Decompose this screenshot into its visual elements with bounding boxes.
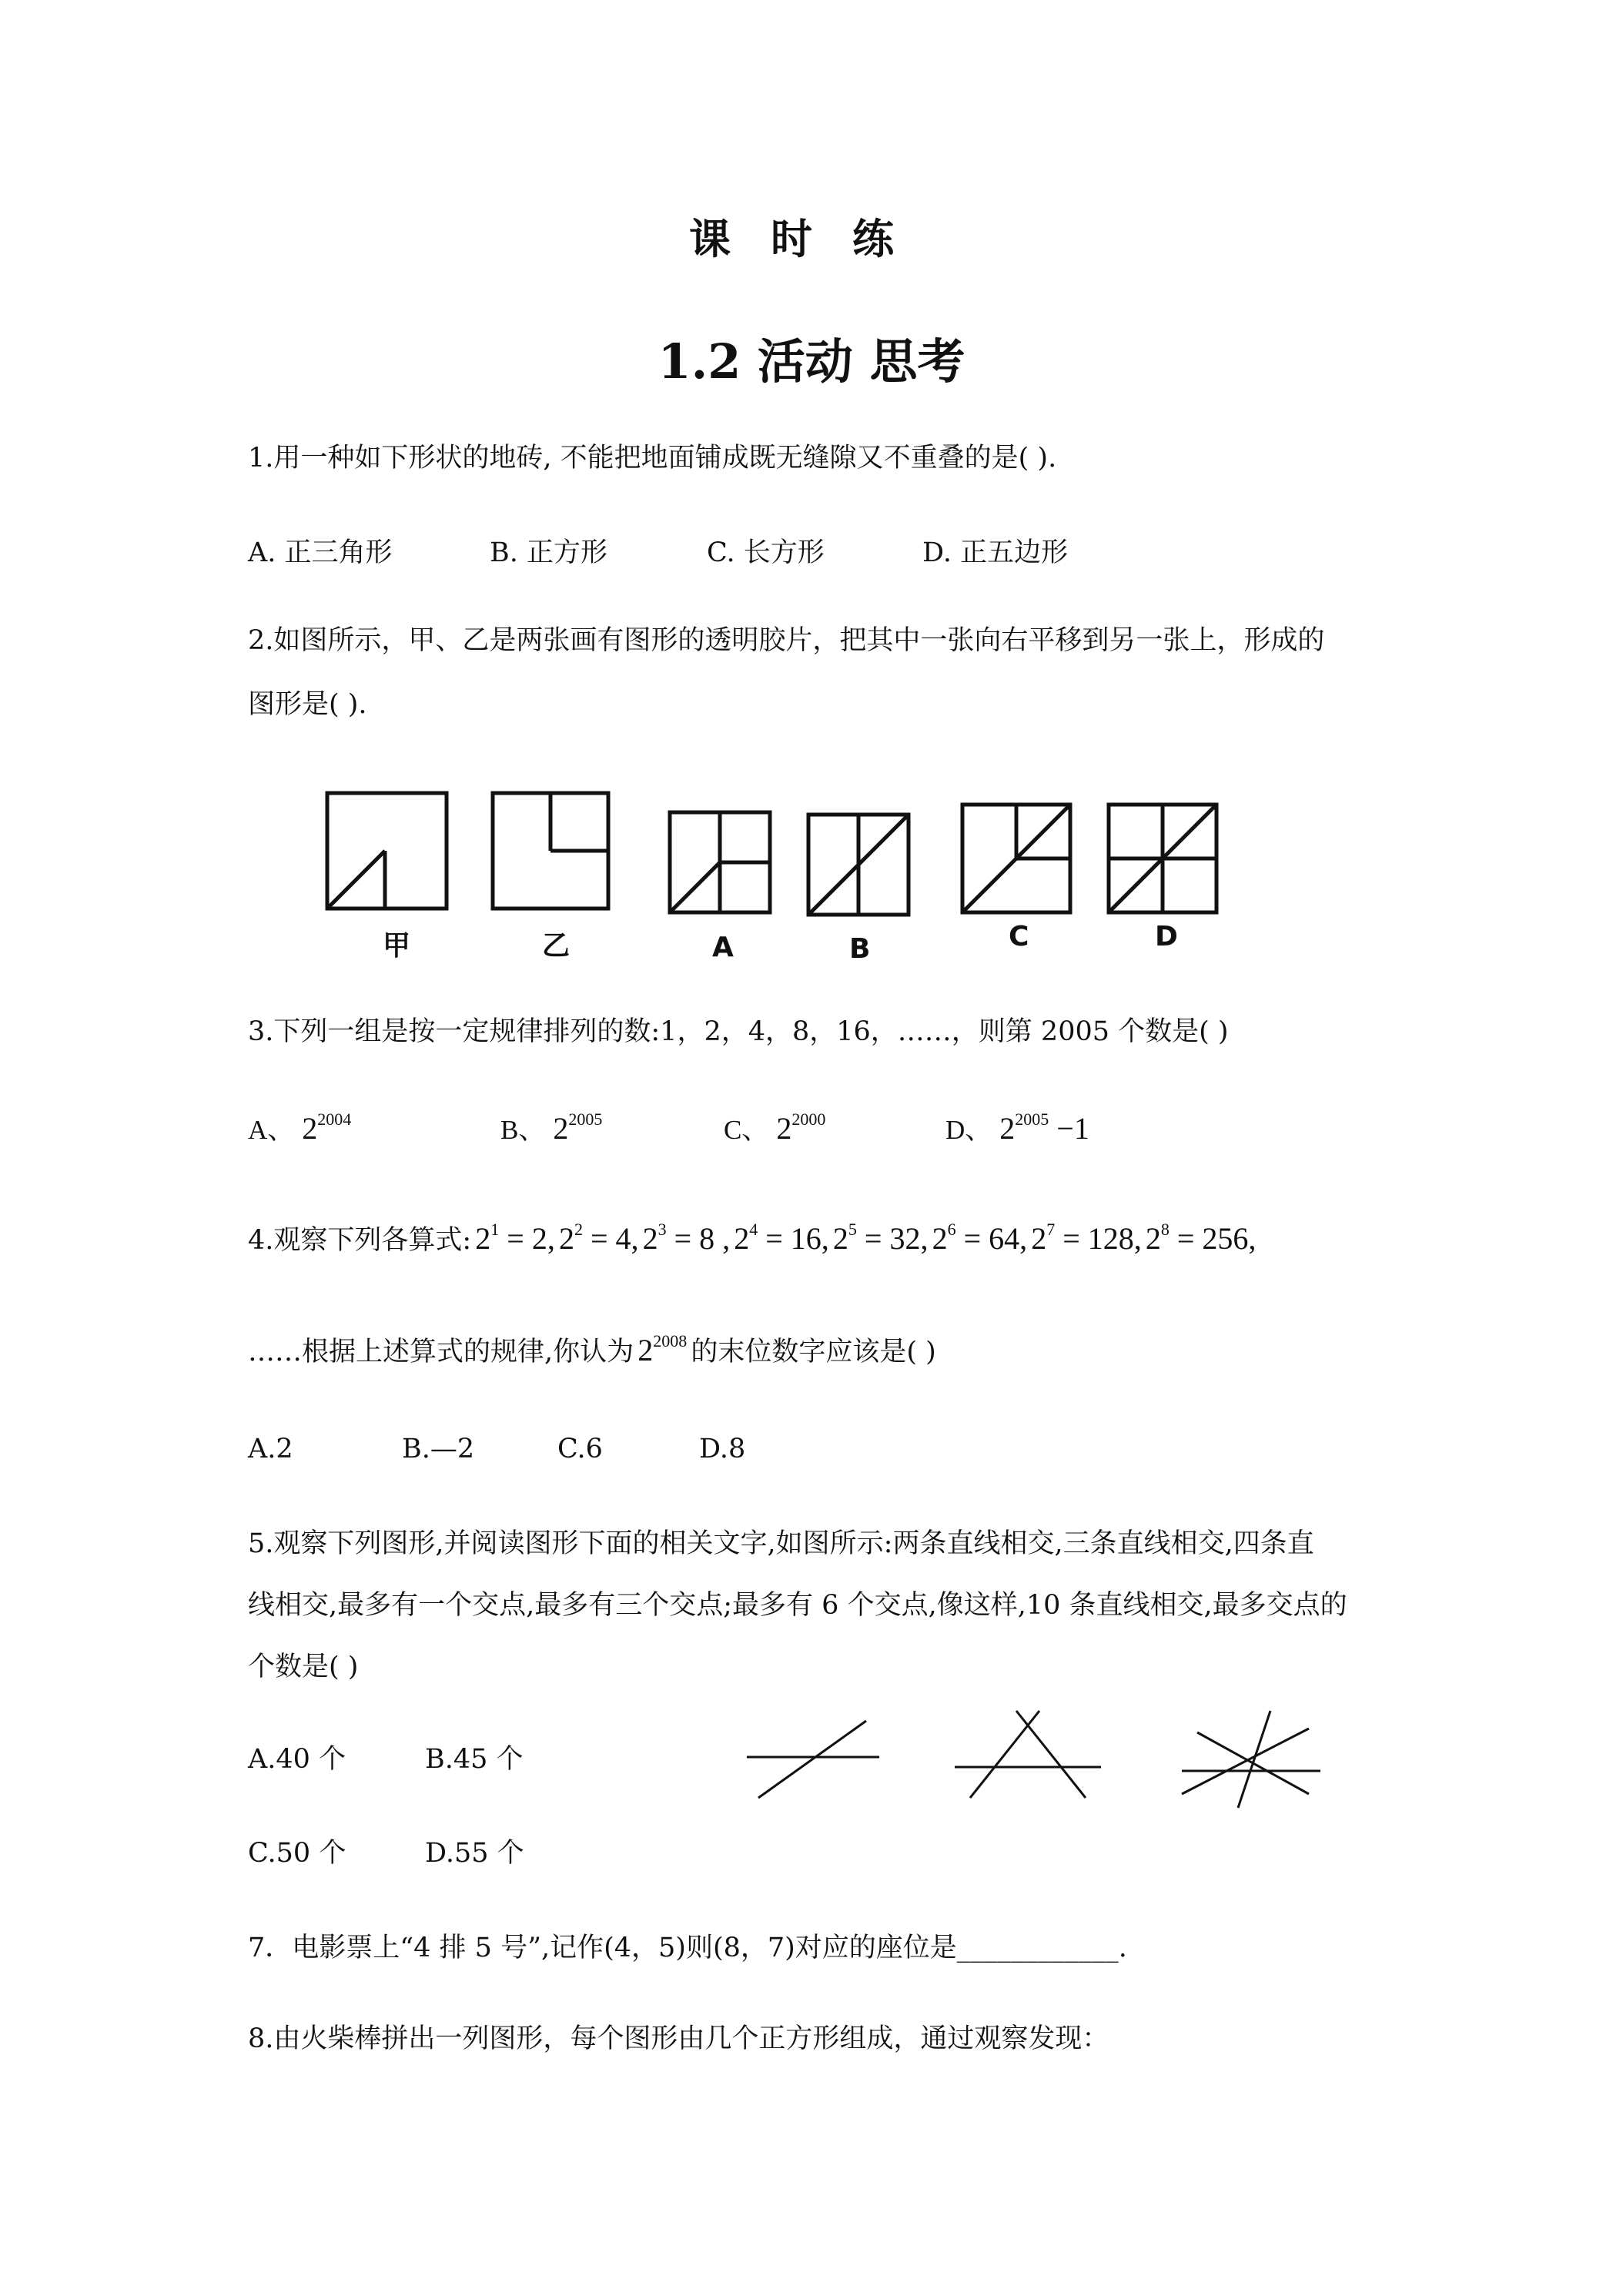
question-1: 1.用一种如下形状的地砖, 不能把地面铺成既无缝隙又不重叠的是( ). [248, 443, 1057, 474]
q1-option-d: D. 正五边形 [922, 537, 1069, 568]
question-4-line-1: 4.观察下列各算式: $2^1 = 2$, $2^2 = 4$, $2^3 = 8$ , $2^4 = 16$, $2^5 = 32$, $2^6 = 64$, $2^7 = 128$, $2^8 = 256$, [248, 1220, 1257, 1256]
figure-label-yi: 乙 [542, 930, 571, 962]
formula-2-2: $2^2 = 4$, [558, 1220, 639, 1256]
question-4-line-2: ……根据上述算式的规律,你认为 $2^{2008}$ 的末位数字应该是( ) [248, 1331, 936, 1367]
question-8: 8.由火柴棒拼出一列图形，每个图形由几个正方形组成，通过观察发现： [248, 2023, 1109, 2054]
q4-option-b: B.—2 [402, 1434, 475, 1464]
two-lines-intersect [747, 1721, 879, 1798]
lesson-title: 1.2 活动 思考 [658, 333, 965, 390]
figure-yi [493, 793, 608, 909]
formula-2-5: $2^5 = 32$, [832, 1220, 929, 1256]
figure-label-c: C [1009, 921, 1029, 952]
figure-label-b: B [849, 933, 871, 965]
figure-jia [327, 793, 447, 909]
figure-label-jia: 甲 [383, 930, 411, 962]
three-lines-intersect [955, 1711, 1101, 1798]
q1-option-b: B. 正方形 [490, 537, 607, 568]
figure-option-b [808, 815, 909, 915]
q3-option-d: D、 $2^{2005} -1$ [945, 1110, 1089, 1146]
figure-option-a [670, 812, 770, 912]
q5-option-b: B.45 个 [425, 1744, 524, 1775]
q3-option-b: B、 $2^{2005}$ [500, 1110, 603, 1146]
q3-option-c: C、 $2^{2000}$ [724, 1110, 826, 1146]
q4-option-d: D.8 [699, 1434, 746, 1464]
q1-option-c: C. 长方形 [707, 537, 825, 568]
formula-2-8: $2^8 = 256$, [1145, 1220, 1257, 1256]
formula-2-4: $2^4 = 16$, [734, 1220, 829, 1256]
question-2-line-1: 2.如图所示，甲、乙是两张画有图形的透明胶片，把其中一张向右平移到另一张上，形成的 [248, 625, 1325, 656]
formula-2-3: $2^3 = 8$ , [642, 1220, 731, 1256]
question-7: 7．电影票上“4 排 5 号”,记作(4，5)则(8，7)对应的座位是____________. [248, 1933, 1127, 1963]
q5-option-c: C.50 个 [248, 1838, 346, 1869]
formula-2-7: $2^7 = 128$, [1031, 1220, 1142, 1256]
figure-option-d [1109, 805, 1216, 912]
question-5-line-2: 线相交,最多有一个交点,最多有三个交点;最多有 6 个交点,像这样,10 条直线相交,最多交点的 [248, 1590, 1347, 1621]
q5-option-d: D.55 个 [425, 1838, 524, 1869]
question-5-line-1: 5.观察下列图形,并阅读图形下面的相关文字,如图所示:两条直线相交,三条直线相交,四条直 [248, 1528, 1314, 1559]
figure-option-c [962, 805, 1070, 912]
formula-2-1: $2^1 = 2$, [475, 1220, 555, 1256]
q3-option-a: A、 $2^{2004}$ [248, 1110, 352, 1146]
q4-option-a: A.2 [248, 1434, 293, 1464]
course-title: 课时练 [689, 214, 934, 263]
formula-2-6: $2^6 = 64$, [932, 1220, 1028, 1256]
q1-option-a: A. 正三角形 [248, 537, 393, 568]
four-lines-intersect [1182, 1711, 1320, 1808]
question-2-line-2: 图形是( ). [248, 689, 367, 720]
question-3: 3.下列一组是按一定规律排列的数:1，2，4，8，16，……，则第 2005 个数是( ) [248, 1016, 1229, 1047]
figure-label-a: A [712, 932, 734, 963]
q5-option-a: A.40 个 [248, 1744, 346, 1775]
q4-option-c: C.6 [557, 1434, 603, 1464]
figure-label-d: D [1155, 921, 1178, 952]
question-5-line-3: 个数是( ) [248, 1652, 359, 1682]
